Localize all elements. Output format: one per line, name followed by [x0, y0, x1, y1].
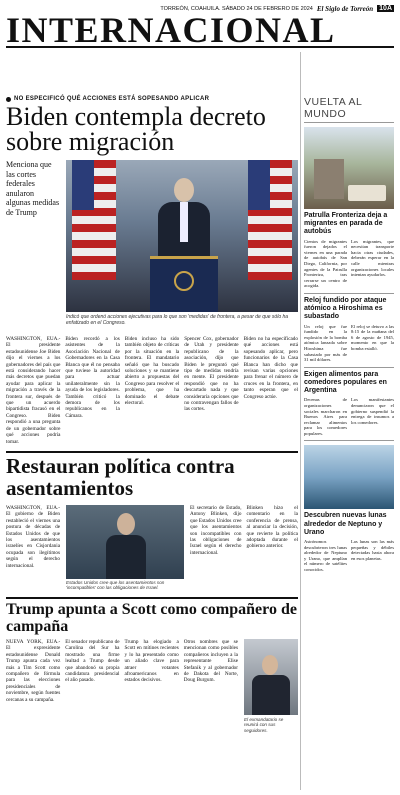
- sidebar-body-3: [304, 397, 394, 436]
- section-title: INTERNACIONAL: [6, 10, 336, 50]
- sidebar-text: Cientos de migrantes fueron dejados el viernes en una parada de autobús de San Diego, California, por agentes de la Patrulla Fronteriza, tras cerrarse un centro de acogida.: [304, 238, 347, 289]
- date-line: TORREÓN, COAHUILA. SÁBADO 24 DE FEBRERO DE 2024: [160, 5, 313, 12]
- lead-caption: Indicó que ordenó acciones ejecutivas para lo que son 'medidas' de frontera, a pesar de que sólo ha enfatizado en el Congreso.: [66, 314, 289, 326]
- sidebar-headline-3[interactable]: Exigen alimentos para comedores populares en Argentina: [304, 370, 387, 395]
- story2-lead-col: [6, 505, 60, 569]
- sidebar-text: El reloj se detuvo a las 8:15 de la mañana del 6 de agosto de 1945, momento en que la bomba estalló.: [351, 323, 394, 351]
- divider: [304, 440, 394, 441]
- story3-col-3: Trump ha elogiado a Scott en mítines recientes y lo ha presentado como un aliado clave para atraer votantes afroamericanos en estados decisivos.: [124, 638, 179, 684]
- flag-icon: [72, 160, 116, 280]
- sidebar-headline-1[interactable]: Patrulla Fronteriza deja a migrantes en parada de autobús: [304, 212, 388, 236]
- story2-body: [190, 505, 298, 556]
- story3-col-1: NUEVA YORK, EUA.- El expresidente estadounidense Donald Trump apunta cada vez más a Tim Scott como compañero de fórmula para las elecciones presidenciales de noviembre, según fuentes cercanas a su campaña.: [6, 638, 61, 703]
- lead-headline[interactable]: Biden contempla decreto sobre migración: [6, 102, 266, 156]
- sidebar-headline-4[interactable]: Descubren nuevas lunas alrededor de Neptuno y Urano: [304, 512, 387, 536]
- story3-headline[interactable]: Trump apunta a Scott como compañero de campaña: [6, 600, 297, 635]
- sidebar-photo-2[interactable]: [304, 445, 394, 509]
- lead-col-4: Spencer Cox, gobernador de Utah y presidente republicano de la asociación, dijo que Biden le preguntó qué tipo de medidas tendría en mente. El presidente respondió que no ha descartado nada y que consideraría opciones que no contravengan fallos de las cortes.: [184, 336, 239, 413]
- divider: [304, 293, 394, 294]
- lead-deck: Menciona que las cortes federales anularon algunas medidas de Trump: [6, 160, 60, 217]
- story2-caption: Estados Unidos cree que los asentamientos son 'incompatibles' con las obligaciones de Israel.: [66, 579, 165, 591]
- sidebar-photo-1[interactable]: [304, 127, 394, 209]
- story3-col-4: Otros nombres que se mencionan como posibles compañeros incluyen a la representante Elise Stefanik y al gobernador de Dakota del Norte, Doug Burgum.: [183, 638, 238, 684]
- story3-caption: El exmandatario se reunirá con sus seguidores.: [244, 716, 284, 733]
- divider: [6, 597, 298, 599]
- column-divider: [300, 52, 301, 790]
- sidebar: [304, 50, 394, 573]
- story3: [6, 639, 298, 745]
- masthead: [6, 4, 394, 48]
- story2: [6, 505, 298, 591]
- sidebar-text: Los manifestantes denunciaron que el gobierno suspendió la entrega de insumos a los comedores.: [351, 397, 394, 425]
- story3-body: [6, 639, 238, 703]
- sidebar-text: Un reloj que fue fundido en la explosión de la bomba atómica lanzada sobre Hiroshima fue subastado por más de 31 mil dólares.: [304, 323, 347, 363]
- page-number: 10A: [379, 5, 392, 12]
- seal-icon: [174, 271, 194, 291]
- lead-col-1: WASHINGTON, EUA.- El presidente estadounidense Joe Biden dijo el viernes a los gobernadores del país que está considerando hacer más decretos que puedan ayudar para aplicar la migración a través de la frontera sur, después de que un acuerdo bipartidista fracasó en el Congreso. Biden respondió a una pregunta de un gobernador sobre qué acciones podría tomar.: [6, 336, 61, 445]
- podium: [150, 256, 218, 312]
- paper-logo: El Siglo de Torreón: [316, 4, 374, 13]
- story2-col-2: Blinken hizo el comentario en la conferencia de prensa, al anunciar la decisión, que revierte la política adoptada durante el gobierno anterior.: [246, 504, 298, 550]
- story3-col-2: El senador republicano de Carolina del Sur ha mostrado una firme lealtad a Trump desde que abandonó su propia candidatura presidencial el año pasado.: [65, 638, 120, 684]
- story2-col-1: El secretario de Estado, Antony Blinken, dijo que Estados Unidos cree que los asentamientos son incompatibles con las obligaciones de Israel según el derecho internacional.: [190, 504, 242, 556]
- lead-col-3: Biden incluso ha sido también objeto de críticas por la situación en la frontera. El mandatario señaló que ha buscado soluciones y se mantiene abierto a propuestas del Congreso para resolver el problema, que ha dominado el debate electoral.: [124, 336, 180, 407]
- flag-icon: [248, 160, 292, 280]
- sidebar-body-1: [304, 239, 394, 289]
- lead-story: [6, 160, 298, 336]
- sidebar-headline-2[interactable]: Reloj fundido por ataque atómico a Hiroshima es subastado: [304, 296, 387, 321]
- story2-headline[interactable]: Restauran política contra asentamientos: [6, 453, 235, 500]
- lead-col-2: Biden recordó a los asistentes de la Asociación Nacional de Gobernadores en la Casa Blanca que él no pensaba que tuviese la autoridad para actuar unilateralmente sin la ayuda de los legisladores. También criticó la demora de los republicanos en la Cámara.: [65, 336, 120, 419]
- main-column: [6, 50, 298, 745]
- story2-photo[interactable]: [66, 505, 184, 579]
- sidebar-text: Las lunas son las más pequeñas y débiles detectadas hasta ahora en esos planetas.: [351, 539, 394, 561]
- sidebar-title: VUELTA AL MUNDO: [304, 96, 394, 123]
- lead-body: [6, 336, 298, 445]
- lead-col-5: Biden no ha especificado qué acciones está sopesando aplicar, pero funcionarios de la Casa Blanca han dicho que revisan varias opciones para frenar el número de cruces en la frontera, en tanto esperan que el Congreso actúe.: [243, 336, 298, 400]
- bullet-icon: [6, 97, 11, 102]
- divider: [6, 451, 298, 453]
- divider: [304, 367, 394, 368]
- kicker-text: NO ESPECIFICÓ QUÉ ACCIONES ESTÁ SOPESANDO APLICAR: [14, 96, 210, 102]
- sidebar-text: Astrónomos descubrieron tres lunas alrededor de Neptuno y Urano, que amplían el número de satélites conocidos.: [304, 539, 347, 573]
- story3-photo[interactable]: [244, 639, 298, 715]
- sidebar-body-2: [304, 324, 394, 363]
- sidebar-text: Decenas de organizaciones sociales marcharon en Buenos Aires para reclamar alimentos para los comedores populares.: [304, 397, 347, 436]
- lead-photo[interactable]: [66, 160, 298, 312]
- sidebar-body-4: [304, 539, 394, 573]
- story2-lead: WASHINGTON, EUA.- El gobierno de Biden restableció el viernes una postura de décadas de Estados Unidos de que los asentamientos israelíes en Cisjordania ocupada son ilegítimos según el derecho internacional.: [6, 504, 60, 569]
- sidebar-text: Los migrantes, que necesitan transporte hacia otras ciudades, deberán esperar en la calle mientras organizaciones locales intentan ayudarlos.: [351, 238, 394, 278]
